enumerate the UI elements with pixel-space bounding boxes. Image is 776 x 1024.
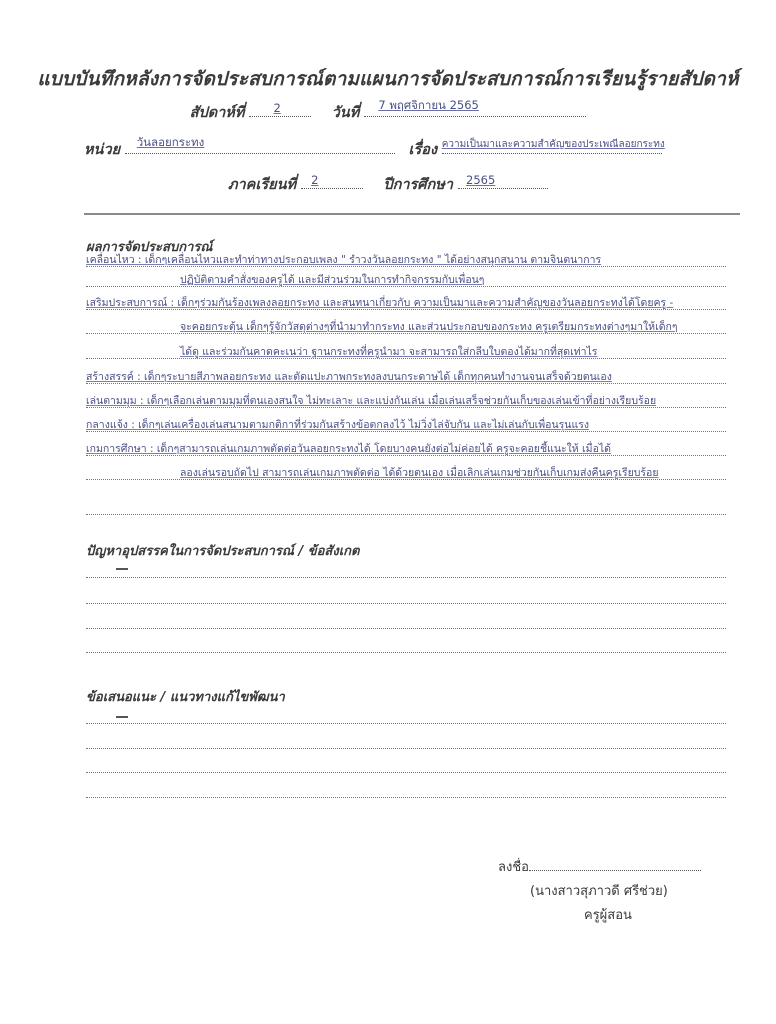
unit-value: วันลอยกระทง (136, 135, 205, 149)
unit-field[interactable] (125, 137, 395, 154)
suggestions-heading: ข้อเสนอแนะ / แนวทางแก้ไขพัฒนา (86, 690, 285, 705)
results-entry: เกมการศึกษา : เด็กๆสามารถเล่นเกมภาพตัดต่อวันลอยกระทงได้ โดยบางคนยังต่อไม่ค่อยได้ ครูจะคอยชี้แนะให้ เมื่อได้ (86, 443, 611, 455)
day-label: วันที่ (331, 105, 360, 121)
signatory-role: ครูผู้สอน (584, 908, 632, 923)
semester-label: ภาคเรียนที่ (227, 177, 297, 193)
topic-label: เรื่อง (408, 142, 438, 158)
problems-line-1[interactable] (86, 577, 726, 578)
unit-topic-row (84, 135, 665, 161)
year-value: 2565 (466, 173, 496, 187)
unit-label: หน่วย (84, 142, 121, 158)
suggestions-line-3[interactable] (86, 772, 726, 773)
results-entry: เสริมประสบการณ์ : เด็กๆร่วมกันร้องเพลงลอยกระทง และสนทนาเกี่ยวกับ ความเป็นมาและความสำคัญของวันลอยกระทงได้โดยครู - (86, 297, 674, 309)
results-entry: กลางแจ้ง : เด็กๆเล่นเครื่องเล่นสนามตามกติกาที่ร่วมกันสร้างข้อตกลงไว้ ไม่วิ่งไล่จับกัน และไม่เล่นกับเพื่อนรุนแรง (86, 419, 590, 431)
week-field[interactable] (249, 100, 311, 117)
week-label: สัปดาห์ที่ (189, 105, 245, 121)
signatory-name: (นางสาวสุภาวดี ศรีช่วย) (530, 884, 668, 899)
semester-value: 2 (311, 173, 319, 187)
suggestions-line-2[interactable] (86, 748, 726, 749)
year-label: ปีการศึกษา (383, 177, 453, 193)
results-heading: ผลการจัดประสบการณ์ (86, 240, 213, 255)
problems-line-3[interactable] (86, 628, 726, 629)
results-entry: จะคอยกระตุ้น เด็กๆรู้จักวัสดุต่างๆที่นำมาทำกระทง และส่วนประกอบของกระทง ครูเตรียมกระทงต่างๆมาให้เด็กๆ (180, 321, 678, 333)
results-entry: เคลื่อนไหว : เด็กๆเคลื่อนไหวและทำท่าทางประกอบเพลง " รำวงวันลอยกระทง " ได้อย่างสนุกสนาน ตามจินตนาการ (86, 254, 602, 266)
suggestions-entry-dash (116, 716, 128, 718)
results-line-11 (86, 514, 726, 515)
results-entry: เล่นตามมุม : เด็กๆเลือกเล่นตามมุมที่ตนเองสนใจ ไม่ทะเลาะ และแบ่งกันเล่น เมื่อเล่นเสร็จช่วยกันเก็บของเล่นเข้าที่อย่างเรียบร้อย (86, 395, 657, 407)
semester-field[interactable] (301, 172, 363, 189)
suggestions-line-4[interactable] (86, 797, 726, 798)
day-value: 7 พฤศจิกายน 2565 (378, 98, 479, 112)
topic-value: ความเป็นมาและความสำคัญของประเพณีลอยกระทง (441, 139, 665, 150)
signature-label: ลงชื่อ (498, 860, 529, 875)
results-entry: ได้ดู และร่วมกันคาดคะเนว่า ฐานกระทงที่ครูนำมา จะสามารถใส่กลีบใบตองได้มากที่สุดเท่าไร (180, 346, 598, 358)
signature-field[interactable] (529, 858, 701, 871)
header-divider (84, 213, 740, 215)
suggestions-line-1[interactable] (86, 723, 726, 724)
problems-line-4[interactable] (86, 652, 726, 653)
signature-row (498, 856, 701, 877)
year-field[interactable] (458, 172, 548, 189)
form-title: แบบบันทึกหลังการจัดประสบการณ์ตามแผนการจัดประสบการณ์การเรียนรู้รายสัปดาห์ (37, 68, 739, 90)
day-field[interactable] (364, 100, 586, 117)
semester-year-row (0, 172, 776, 196)
week-value: 2 (273, 101, 281, 115)
results-entry: ลองเล่นรอบถัดไป สามารถเล่นเกมภาพตัดต่อ ได้ด้วยตนเอง เมื่อเลิกเล่นเกมช่วยกันเก็บเกมส่งคืนครูเรียบร้อย (180, 467, 659, 479)
topic-field[interactable] (441, 137, 665, 154)
problems-line-2[interactable] (86, 603, 726, 604)
problems-entry-dash (116, 568, 128, 570)
problems-heading: ปัญหาอุปสรรคในการจัดประสบการณ์ / ข้อสังเกต (86, 544, 360, 559)
results-entry: สร้างสรรค์ : เด็กๆระบายสีภาพลอยกระทง และตัดแปะภาพกระทงลงบนกระดาษได้ เด็กทุกคนทำงานจนเสร็จด้วยตนเอง (86, 371, 612, 383)
results-entry: ปฏิบัติตามคำสั่งของครูได้ และมีส่วนร่วมในการทำกิจกรรมกับเพื่อนๆ (180, 274, 485, 286)
week-day-row (0, 100, 776, 124)
